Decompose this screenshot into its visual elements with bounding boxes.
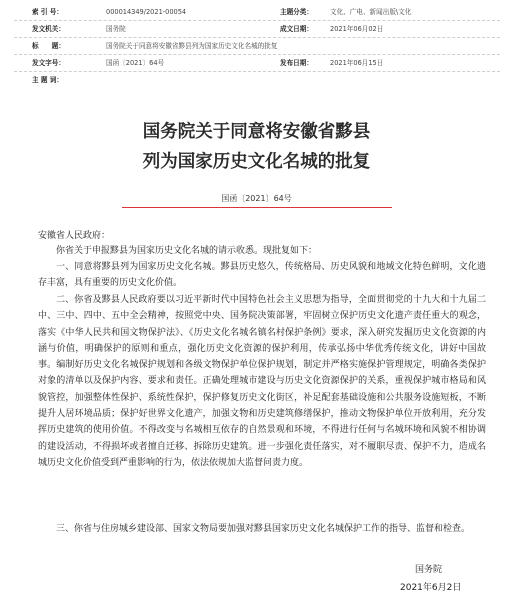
paragraph-three: 三、你省与住房城乡建设部、国家文物局要加强对黟县国家历史文化名城保护工作的指导、监督和检查。 [56,524,471,534]
doc-number-label: 发文字号： [32,59,65,67]
written-date-label: 成文日期： [280,25,313,33]
doc-title-line-1: 国务院关于同意将安徽省黟县 [142,122,371,142]
signature: 国务院 [415,565,443,575]
meta-row-subject [14,73,504,87]
meta-row-index [14,5,504,19]
divider [14,37,500,38]
title-value: 国务院关于同意将安徽省黟县列为国家历史文化名城的批复 [106,42,278,50]
red-divider [122,207,392,208]
title-label: 标 题： [32,42,65,50]
issuer-label: 发文机关： [32,25,65,33]
issuer-value: 国务院 [106,25,126,33]
theme-label: 主题分类： [280,8,313,16]
publish-date-label: 发布日期： [280,59,313,67]
sign-date: 2021年6月2日 [400,583,462,593]
document-body [0,103,513,609]
theme-value: 文化、广电、新闻出版\文化 [330,8,412,16]
paragraph-one: 一、同意将黟县列为国家历史文化名城。黟县历史悠久，传统格局、历史风貌和地域文化特色鲜明，文化遗存丰富，具有重要的历史文化价值。 [38,262,486,289]
publish-date-value: 2021年06月15日 [330,59,384,67]
meta-row-number [14,56,504,70]
doc-title-line-2: 列为国家历史文化名城的批复 [142,152,371,172]
divider [14,20,500,21]
document-metadata [0,0,513,103]
doc-number-value: 国函〔2021〕64号 [106,59,165,67]
meta-row-title [14,39,504,53]
divider [14,71,500,72]
index-label: 索 引 号： [32,8,63,16]
written-date-value: 2021年06月02日 [330,25,384,33]
divider [14,54,500,55]
subject-words-label: 主 题 词： [32,76,63,84]
paragraph-intro: 你省关于申报黟县为国家历史文化名城的请示收悉。现批复如下： [56,246,318,256]
paragraph-two: 二、你省及黟县人民政府要以习近平新时代中国特色社会主义思想为指导，全面贯彻党的十九大和十九届二中、三中、四中、五中全会精神，按照党中央、国务院决策部署，牢固树立保护历史文化遗产责任重大的观念，落实《中华人民共和国文物保护法》、《历史文化名城名镇名村保护条例》要求，深入研究发掘历史文化资源的内涵与价值，明确保护的原则和重点，强化历史文化资源的保护利用，传承弘扬中华优秀传统文化，讲好中国故事。编制好历史文化名城保护规划和各级文物保护单位保护规划，制定并严格实施保护管理规定，明确各类保护对象的清单以及保护内容、要求和责任。正确处理城市建设与历史文化资源保护的关系，重视保护城市格局和风貌管控，加强整体性保护、系统性保护，保护修复历史文化街区，补足配套基础设施和公共服务设施短板，不断提升人居环境品质；保护好世界文化遗产，加强文物和历史建筑修缮保护，推动文物保护单位开放利用，充分发挥历史建筑的使用价值。不得改变与名城相互依存的自然景观和环境，不得进行任何与名城环境和风貌不相协调的建设活动，不得损坏或者擅自迁移、拆除历史建筑。进一步强化责任落实，对不履职尽责、保护不力，造成名城历史文化价值受到严重影响的行为，依法依规加大监督问责力度。 [38,295,486,468]
meta-row-issuer [14,22,504,36]
doc-number: 国函〔2021〕64号 [221,194,292,203]
index-value: 000014349/2021-00054 [106,8,187,16]
addressee: 安徽省人民政府： [38,231,111,241]
